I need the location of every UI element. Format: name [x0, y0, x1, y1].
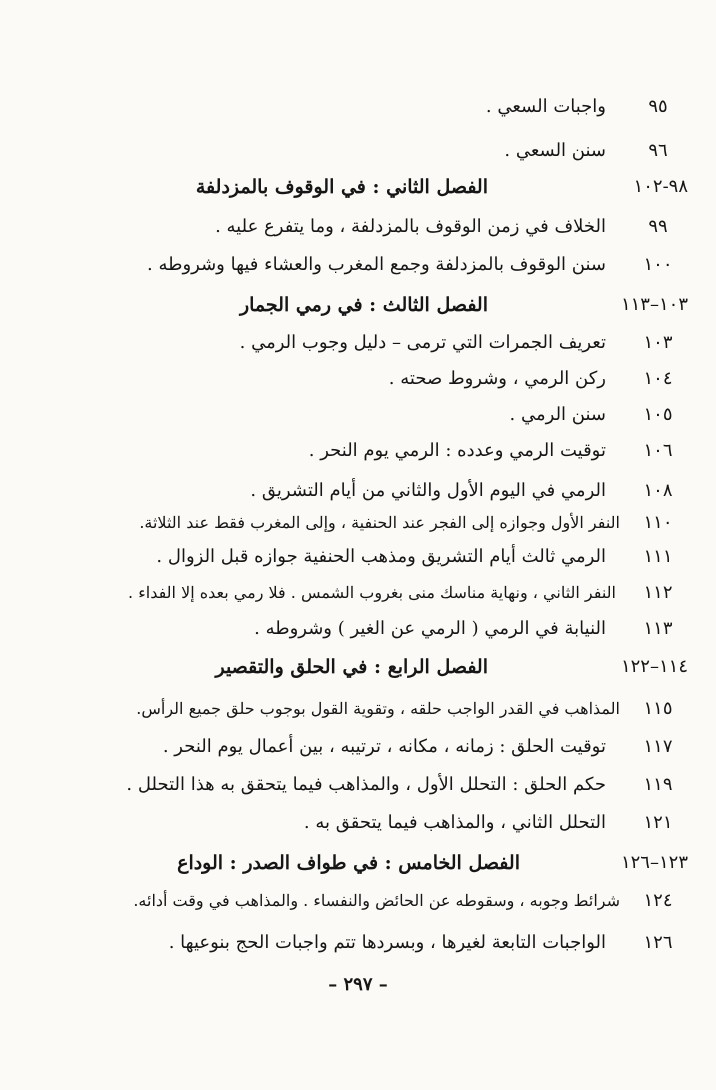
entry-text: حكم الحلق : التحلل الأول ، والمذاهب فيما يتحقق به هذا التحلل . [126, 774, 606, 795]
entry-number: ١١١ [643, 546, 673, 567]
chapter-heading-row [0, 848, 716, 880]
toc-entry [0, 328, 716, 360]
section-page-range: ١١٤–١٢٢ [620, 656, 688, 677]
toc-entry [0, 886, 716, 918]
entry-text: تعريف الجمرات التي ترمى – دليل وجوب الرمي . [239, 332, 606, 353]
toc-entry [0, 400, 716, 432]
toc-entry [0, 732, 716, 764]
toc-entry [0, 136, 716, 168]
chapter-heading: الفصل الخامس : في طواف الصدر : الوداع [177, 852, 520, 874]
toc-entry [0, 364, 716, 396]
toc-entry [0, 928, 716, 960]
entry-number: ٩٦ [648, 140, 668, 161]
page-number: – ٢٩٧ – [328, 974, 388, 995]
entry-text: سنن السعي . [504, 140, 606, 161]
entry-text: الرمي ثالث أيام التشريق ومذهب الحنفية جوازه قبل الزوال . [156, 546, 606, 567]
entry-text: النيابة في الرمي ( الرمي عن الغير ) وشروطه . [254, 618, 606, 639]
entry-number: ١٠٥ [643, 404, 673, 425]
chapter-heading: الفصل الرابع : في الحلق والتقصير [215, 656, 488, 678]
entry-number: ١٠٨ [643, 480, 673, 501]
entry-number: ١٢٦ [643, 932, 673, 953]
entry-text: النفر الأول وجوازه إلى الفجر عند الحنفية ، وإلى المغرب فقط عند الثلاثة. [139, 513, 620, 532]
entry-number: ١٢١ [643, 812, 673, 833]
entry-text: ركن الرمي ، وشروط صحته . [388, 368, 606, 389]
entry-number: ١١٠ [643, 512, 673, 533]
chapter-heading-row [0, 290, 716, 322]
entry-text: واجبات السعي . [485, 96, 606, 117]
toc-entry [0, 250, 716, 282]
entry-number: ١٠٣ [643, 332, 673, 353]
entry-number: ١١٩ [643, 774, 673, 795]
entry-number: ١٠٦ [643, 440, 673, 461]
entry-text: سنن الوقوف بالمزدلفة وجمع المغرب والعشاء فيها وشروطه . [147, 254, 606, 275]
entry-text: التحلل الثاني ، والمذاهب فيما يتحقق به . [303, 812, 606, 833]
entry-text: الواجبات التابعة لغيرها ، وبسردها تتم واجبات الحج بنوعيها . [168, 932, 606, 953]
section-page-range: ١٠٣–١١٣ [620, 294, 688, 315]
toc-entry [0, 614, 716, 646]
entry-number: ١١٥ [643, 698, 673, 719]
chapter-heading-row [0, 652, 716, 684]
entry-number: ٩٥ [648, 96, 668, 117]
entry-text: توقيت الحلق : زمانه ، مكانه ، ترتيبه ، بين أعمال يوم النحر . [162, 736, 606, 757]
toc-entry [0, 476, 716, 508]
chapter-heading: الفصل الثاني : في الوقوف بالمزدلفة [195, 176, 488, 198]
toc-entry [0, 212, 716, 244]
entry-number: ١٢٤ [643, 890, 673, 911]
entry-text: سنن الرمي . [509, 404, 606, 425]
entry-number: ١٠٤ [643, 368, 673, 389]
toc-entry [0, 808, 716, 840]
entry-text: توقيت الرمي وعدده : الرمي يوم النحر . [308, 440, 606, 461]
entry-number: ١١٢ [643, 582, 673, 603]
section-page-range: ١٢٣–١٢٦ [620, 852, 688, 873]
toc-entry [0, 92, 716, 124]
toc-entry [0, 578, 716, 610]
toc-entry [0, 436, 716, 468]
toc-entry [0, 770, 716, 802]
toc-entry [0, 694, 716, 726]
toc-entry [0, 508, 716, 540]
entry-number: ١١٣ [643, 618, 673, 639]
entry-number: ١١٧ [643, 736, 673, 757]
chapter-heading: الفصل الثالث : في رمي الجمار [239, 294, 488, 316]
entry-number: ١٠٠ [643, 254, 673, 275]
entry-text: الخلاف في زمن الوقوف بالمزدلفة ، وما يتفرع عليه . [215, 216, 606, 237]
entry-number: ٩٩ [648, 216, 668, 237]
entry-text: الرمي في اليوم الأول والثاني من أيام التشريق . [250, 480, 606, 501]
entry-text: المذاهب في القدر الواجب حلقه ، وتقوية القول بوجوب حلق جميع الرأس. [136, 699, 620, 718]
entry-text: النفر الثاني ، ونهاية مناسك منى بغروب الشمس . فلا رمي بعده إلا الفداء . [128, 583, 616, 602]
entry-text: شرائط وجوبه ، وسقوطه عن الحائض والنفساء . والمذاهب في وقت أدائه. [133, 891, 620, 910]
section-page-range: ٩٨-١٠٢ [633, 176, 688, 197]
toc-entry [0, 542, 716, 574]
chapter-heading-row [0, 172, 716, 204]
